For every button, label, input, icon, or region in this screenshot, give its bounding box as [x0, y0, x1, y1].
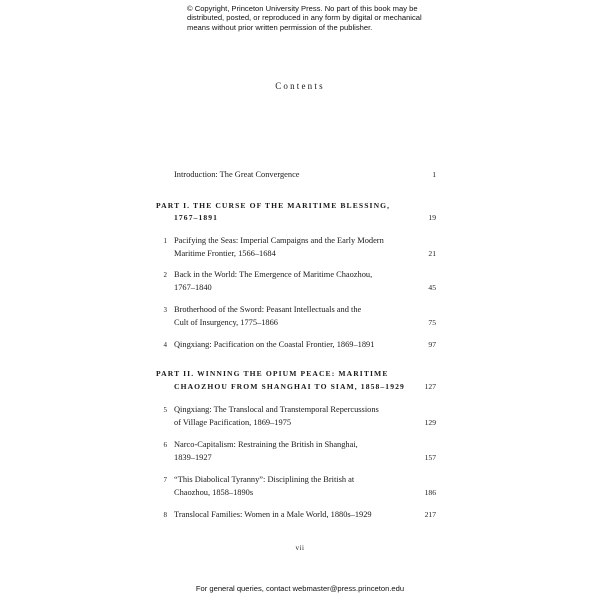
chapter-number: 8	[163, 511, 167, 519]
entry-title: Cult of Insurgency, 1775–1866	[174, 318, 278, 327]
chapter-number: 7	[163, 476, 167, 484]
chapter-number: 3	[163, 306, 167, 314]
page-folio: vii	[295, 544, 305, 552]
chapter-number: 1	[163, 237, 167, 245]
page-number: 186	[424, 488, 436, 497]
chapter-number: 6	[163, 441, 167, 449]
part-title: PART I. THE CURSE OF THE MARITIME BLESSING,	[156, 201, 391, 210]
page-number: 127	[424, 382, 436, 391]
entry-title: 1767–1840	[174, 283, 212, 292]
entry-title: Pacifying the Seas: Imperial Campaigns and the Early Modern	[174, 236, 384, 245]
page-number: 97	[428, 340, 436, 349]
entry-title: Qingxiang: The Translocal and Transtemporal Repercussions	[174, 405, 379, 414]
footer-contact: For general queries, contact webmaster@press.princeton.edu	[195, 584, 405, 593]
part-title: PART II. WINNING THE OPIUM PEACE: MARITIME	[156, 369, 389, 378]
contents-heading: Contents	[275, 81, 325, 91]
entry-title: Chaozhou, 1858–1890s	[174, 488, 254, 497]
page-number: 157	[424, 453, 436, 462]
entry-title: Narco-Capitalism: Restraining the British in Shanghai,	[174, 440, 358, 449]
entry-title: Qingxiang: Pacification on the Coastal Frontier, 1869–1891	[174, 340, 375, 349]
entry-title: “This Diabolical Tyranny”: Disciplining the British at	[174, 475, 355, 484]
part-title: CHAOZHOU FROM SHANGHAI TO SIAM, 1858–1929	[174, 382, 405, 391]
chapter-number: 2	[163, 271, 167, 279]
chapter-number: 5	[163, 406, 167, 414]
copyright-line: means without prior written permission of the publisher.	[187, 22, 373, 32]
page-number: 129	[424, 418, 436, 427]
entry-title: Back in the World: The Emergence of Maritime Chaozhou,	[174, 270, 373, 279]
entry-title: Maritime Frontier, 1566–1684	[174, 249, 276, 258]
page-number: 19	[428, 213, 436, 222]
page-number: 75	[428, 318, 436, 327]
copyright-line: © Copyright, Princeton University Press. No part of this book may be	[187, 4, 418, 13]
part-title: 1767–1891	[174, 213, 219, 222]
copyright-line: distributed, posted, or reproduced in any form by digital or mechanical	[187, 13, 422, 23]
entry-title: Brotherhood of the Sword: Peasant Intellectuals and the	[174, 305, 362, 314]
entry-title: of Village Pacification, 1869–1975	[174, 418, 292, 427]
page-number: 45	[428, 283, 436, 292]
chapter-number: 4	[163, 341, 167, 349]
entry-title: Introduction: The Great Convergence	[174, 170, 300, 179]
page-number: 1	[432, 170, 436, 179]
entry-title: 1839–1927	[174, 453, 212, 462]
page-number: 21	[428, 249, 436, 258]
entry-title: Translocal Families: Women in a Male World, 1880s–1929	[174, 510, 372, 519]
page-number: 217	[424, 510, 436, 519]
copyright-notice	[187, 4, 427, 32]
